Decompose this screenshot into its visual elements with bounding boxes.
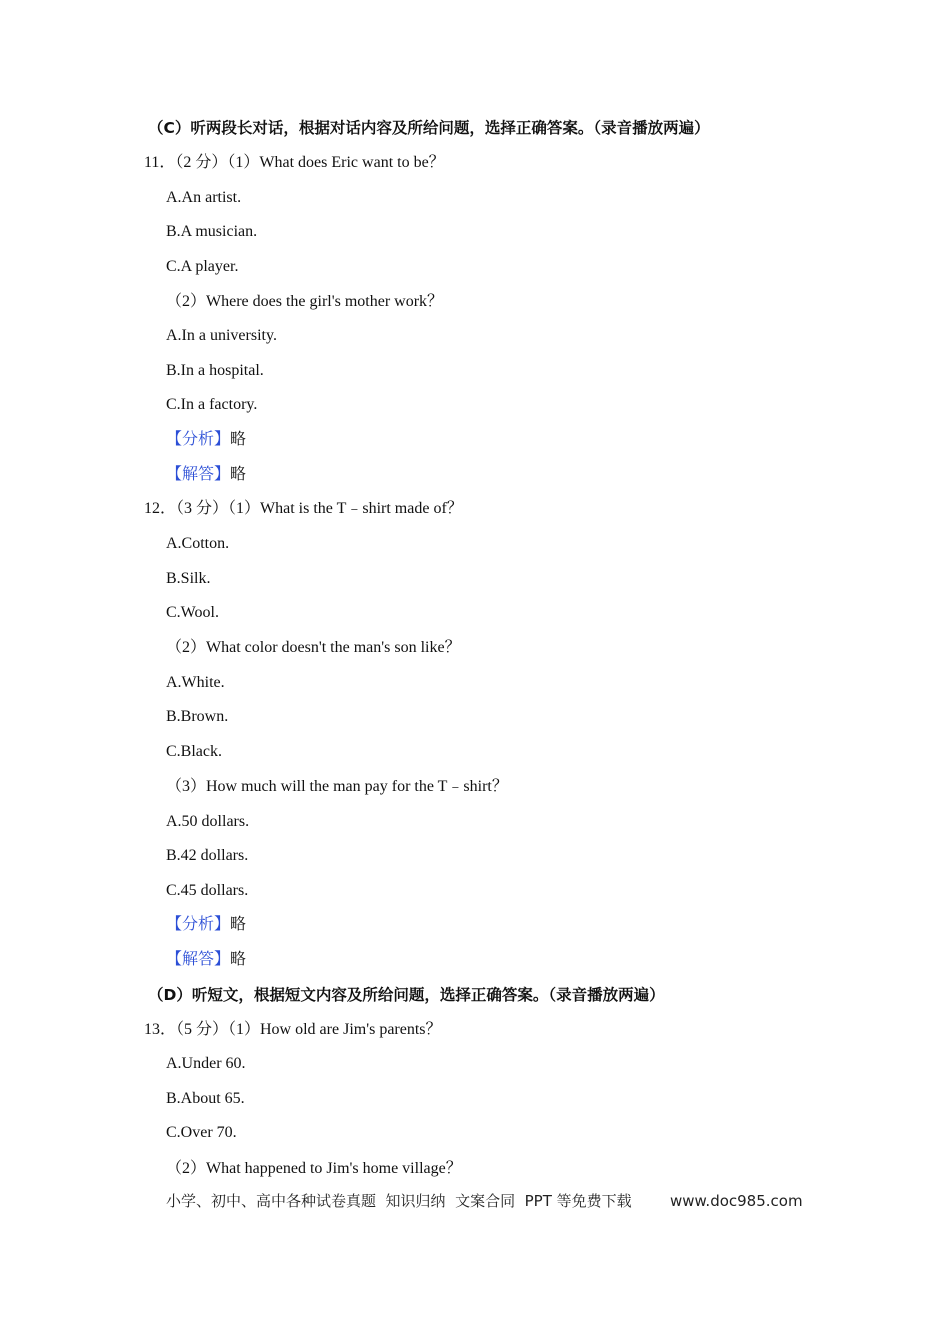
q11-2-option-b: B.In a hospital. (166, 362, 264, 379)
question-13-stem: 13．（5 分）（1）How old are Jim's parents？ (144, 1021, 442, 1038)
analysis-tag: 【分析】 (166, 916, 231, 933)
q12-2-option-a: A.White. (166, 674, 225, 691)
q12-3-option-a: A.50 dollars. (166, 813, 250, 830)
q12-answer (166, 950, 246, 970)
section-c-title: （C）听两段长对话，根据对话内容及所给问题，选择正确答案。（录音播放两遍） (148, 119, 710, 137)
q11-2-option-a: A.In a university. (166, 327, 277, 344)
answer-tag: 【解答】 (166, 951, 231, 968)
q12-option-b: B.Silk. (166, 570, 211, 587)
q12-2-option-c: C.Black. (166, 743, 222, 760)
answer-text: 略 (230, 466, 247, 483)
q12-sub-question-3: （3）How much will the man pay for the T﹣shirt？ (166, 778, 508, 795)
question-12-stem: 12．（3 分）（1）What is the T﹣shirt made of？ (144, 500, 463, 517)
q13-sub-question-2: （2）What happened to Jim's home village？ (166, 1160, 462, 1177)
footer-ad-text: 小学、初中、高中各种试卷真题 知识归纳 文案合同 PPT 等免费下载 (166, 1192, 632, 1210)
q12-option-a: A.Cotton. (166, 535, 230, 552)
q11-option-b: B.A musician. (166, 223, 258, 240)
analysis-text: 略 (230, 431, 247, 448)
analysis-text: 略 (230, 916, 247, 933)
q11-analysis (166, 430, 246, 450)
q13-option-c: C.Over 70. (166, 1124, 237, 1141)
q11-2-option-c: C.In a factory. (166, 396, 258, 413)
q13-option-b: B.About 65. (166, 1090, 245, 1107)
footer-website-link[interactable]: www.doc985.com (670, 1192, 803, 1210)
q11-answer (166, 465, 246, 485)
section-d-title: （D）听短文，根据短文内容及所给问题，选择正确答案。（录音播放两遍） (148, 986, 665, 1004)
q13-option-a: A.Under 60. (166, 1055, 246, 1072)
q12-analysis (166, 915, 246, 935)
q11-option-a: A.An artist. (166, 189, 242, 206)
q12-2-option-b: B.Brown. (166, 708, 229, 725)
q12-sub-question-2: （2）What color doesn't the man's son like？ (166, 639, 461, 656)
question-11-stem: 11．（2 分）（1）What does Eric want to be？ (144, 154, 445, 171)
q12-3-option-b: B.42 dollars. (166, 847, 249, 864)
analysis-tag: 【分析】 (166, 431, 231, 448)
q12-option-c: C.Wool. (166, 604, 219, 621)
q12-3-option-c: C.45 dollars. (166, 882, 249, 899)
q11-option-c: C.A player. (166, 258, 239, 275)
q11-sub-question-2: （2）Where does the girl's mother work？ (166, 293, 444, 310)
answer-tag: 【解答】 (166, 466, 231, 483)
answer-text: 略 (230, 951, 247, 968)
